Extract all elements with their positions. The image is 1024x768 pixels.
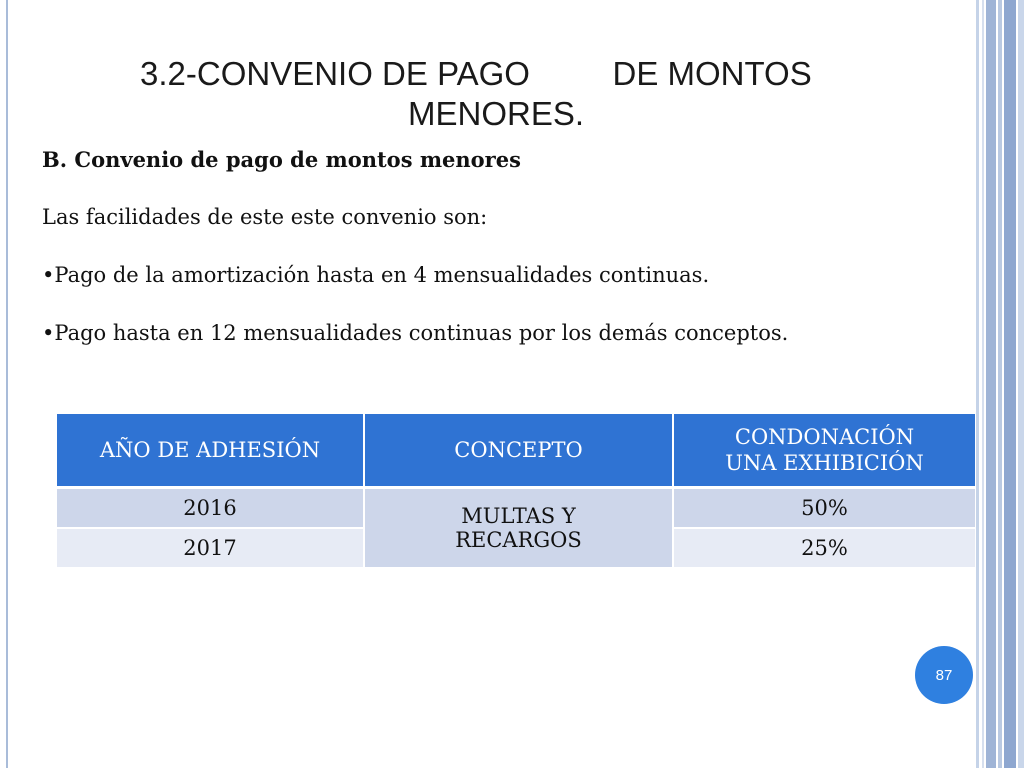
right-decorative-stripes bbox=[976, 0, 1024, 768]
section-subheading: B. Convenio de pago de montos menores bbox=[42, 147, 521, 172]
left-border-line bbox=[6, 0, 8, 768]
intro-text: Las facilidades de este este convenio son: bbox=[42, 205, 488, 229]
slide-body bbox=[42, 145, 942, 377]
cell-concept: MULTAS Y RECARGOS bbox=[365, 489, 674, 569]
title-line-1: 3.2-CONVENIO DE PAGO DE MONTOS bbox=[140, 55, 812, 92]
cell-condonacion: 50% bbox=[674, 489, 975, 529]
header-concept: CONCEPTO bbox=[365, 414, 674, 489]
adhesion-table bbox=[57, 414, 975, 569]
header-year: AÑO DE ADHESIÓN bbox=[57, 414, 365, 489]
cell-year: 2016 bbox=[57, 489, 365, 529]
bullet-item: •Pago de la amortización hasta en 4 mensualidades continuas. bbox=[42, 263, 710, 287]
cell-year: 2017 bbox=[57, 529, 365, 569]
table-header-row bbox=[57, 414, 975, 489]
slide-title bbox=[140, 54, 900, 134]
title-line-2: MENORES. bbox=[408, 95, 585, 132]
cell-condonacion: 25% bbox=[674, 529, 975, 569]
bullet-item: •Pago hasta en 12 mensualidades continuas por los demás conceptos. bbox=[42, 321, 789, 345]
page-number-badge: 87 bbox=[915, 646, 973, 704]
table-row bbox=[57, 489, 975, 529]
header-condonacion: CONDONACIÓN UNA EXHIBICIÓN bbox=[674, 414, 975, 489]
